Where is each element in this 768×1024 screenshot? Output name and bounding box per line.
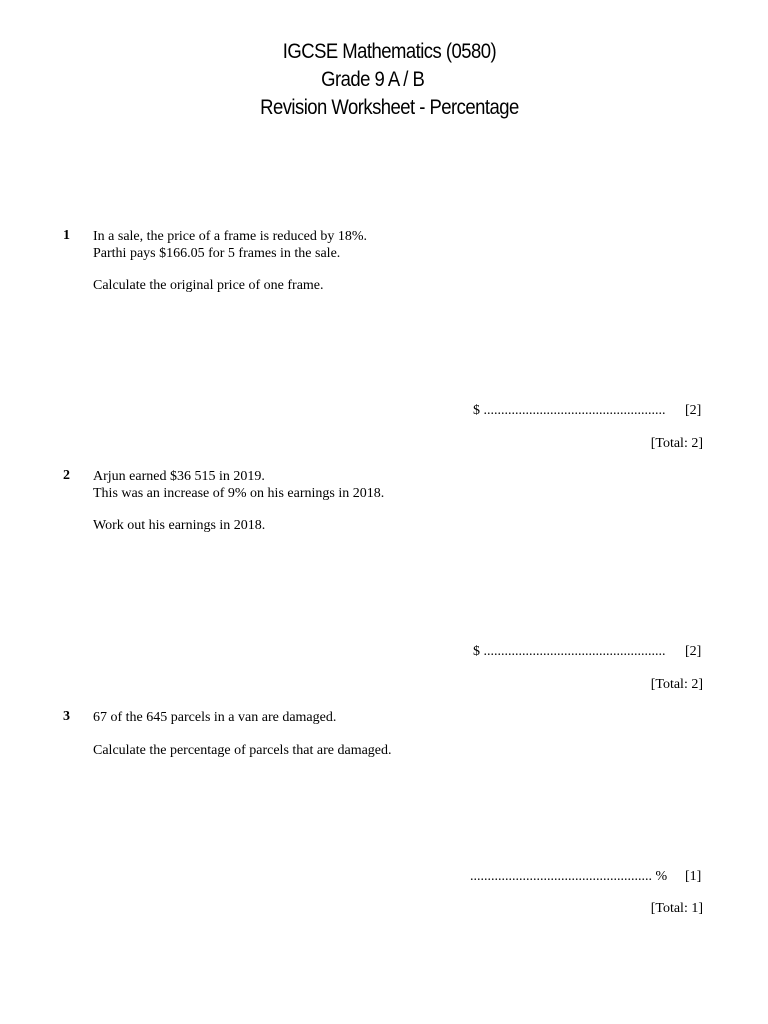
- worksheet-title: Revision Worksheet - Percentage: [260, 96, 519, 119]
- total-label: [Total: 1]: [650, 901, 703, 916]
- question-line: Parthi pays $166.05 for 5 frames in the sale.: [93, 246, 341, 261]
- question-instruction: Calculate the original price of one frame.: [93, 278, 324, 293]
- answer-suffix: %: [655, 869, 668, 884]
- marks-label: [1]: [685, 869, 702, 884]
- answer-line: [473, 644, 666, 660]
- question-text: [93, 228, 367, 262]
- total-label: [Total: 2]: [650, 436, 703, 451]
- answer-line: [470, 869, 667, 885]
- question-line: This was an increase of 9% on his earnings in 2018.: [93, 486, 385, 501]
- marks-label: [2]: [685, 644, 702, 659]
- question-line: 67 of the 645 parcels in a van are damaged.: [93, 710, 337, 725]
- marks-label: [2]: [685, 403, 702, 418]
- worksheet-header: [48, 38, 724, 122]
- grade-label: Grade 9 A / B: [321, 68, 425, 91]
- question-number: 2: [63, 468, 70, 483]
- question-text: [93, 468, 384, 502]
- question-number: 3: [63, 709, 70, 724]
- answer-line: [473, 403, 666, 419]
- answer-dots[interactable]: ....................................................: [483, 644, 666, 659]
- question-line: Arjun earned $36 515 in 2019.: [93, 469, 265, 484]
- question-text: [93, 709, 336, 726]
- answer-dots[interactable]: ....................................................: [483, 403, 666, 418]
- question-instruction: Work out his earnings in 2018.: [93, 518, 266, 533]
- question-number: 1: [63, 228, 70, 243]
- answer-prefix: $: [473, 403, 480, 418]
- question-instruction: Calculate the percentage of parcels that are damaged.: [93, 743, 392, 758]
- answer-prefix: $: [473, 644, 480, 659]
- question-line: In a sale, the price of a frame is reduced by 18%.: [93, 229, 368, 244]
- total-label: [Total: 2]: [650, 677, 703, 692]
- course-title: IGCSE Mathematics (0580): [282, 40, 497, 63]
- answer-dots[interactable]: ....................................................: [470, 869, 652, 884]
